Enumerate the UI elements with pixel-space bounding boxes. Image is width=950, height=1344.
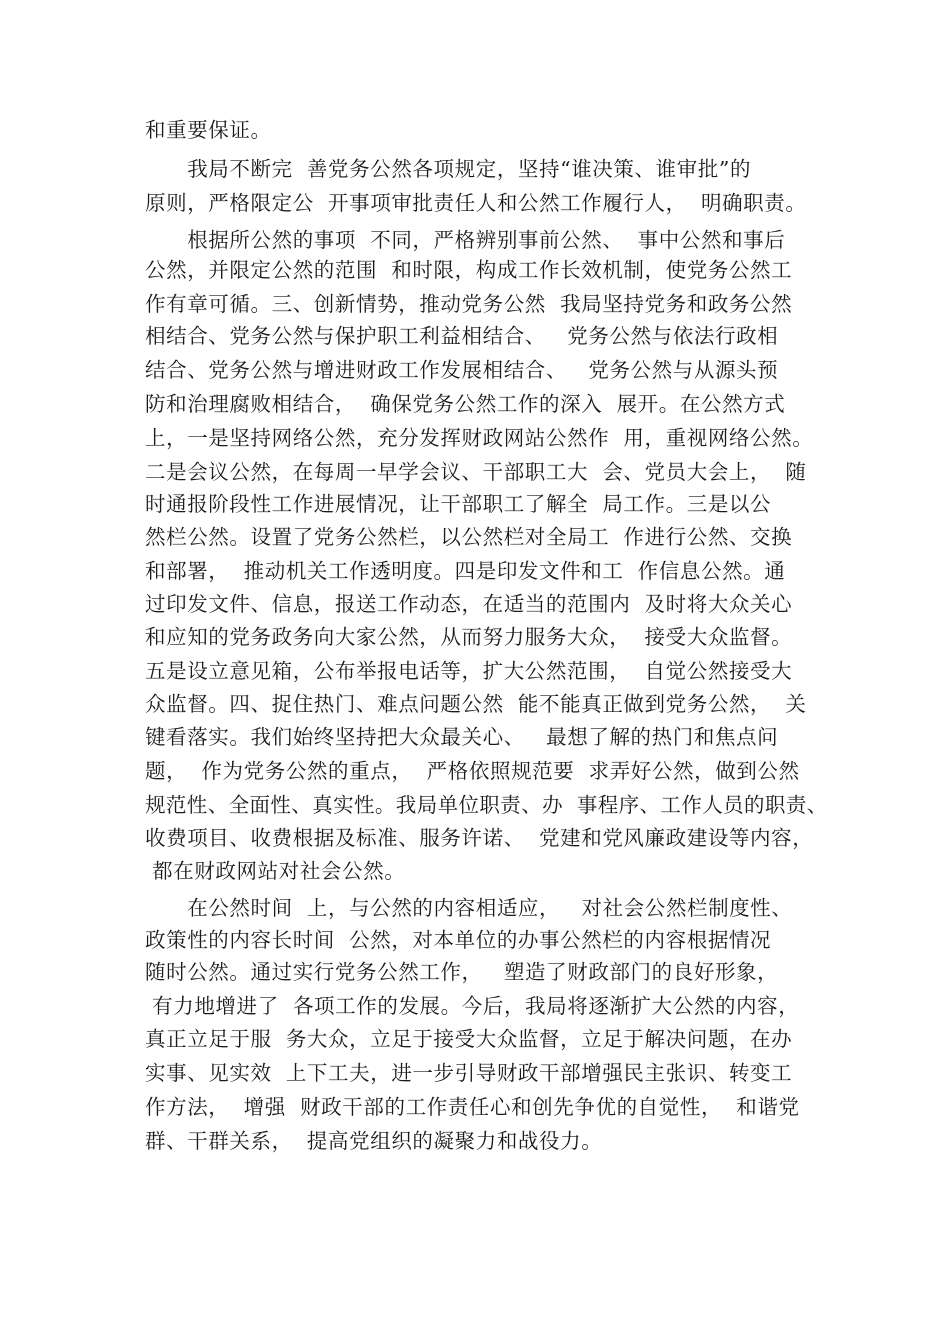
text-line: 公然，并限定公然的范围 和时限，构成工作长效机制，使党务公然工 (145, 258, 793, 282)
text-line: 实事、见实效 上下工夫，进一步引导财政干部增强民主张识、转变工 (145, 1061, 793, 1085)
text-line: 有力地增进了 各项工作的发展。今后，我局将逐渐扩大公然的内容， (145, 994, 800, 1018)
text-line: 群、干群关系， 提高党组织的凝聚力和战役力。 (145, 1129, 603, 1153)
text-line: 和部署， 推动机关工作透明度。四是印发文件和工 作信息公然。通 (145, 559, 786, 583)
text-line: 题， 作为党务公然的重点， 严格依照规范要 求弄好公然，做到公然 (145, 759, 800, 783)
text-line: 作方法， 增强 财政干部的工作责任心和创先争优的自觉性， 和谐党 (145, 1095, 800, 1119)
text-line: 键看落实。我们始终坚持把大众最关心、 最想了解的热门和焦点问 (145, 725, 779, 749)
text-line: 上，一是坚持网络公然，充分发挥财政网站公然作 用，重视网络公然。 (145, 426, 814, 450)
text-line: 时通报阶段性工作进展情况，让干部职工了解全 局工作。三是以公 (145, 492, 772, 516)
text-line: 众监督。四、捉住热门、难点问题公然 能不能真正做到党务公然， 关 (145, 692, 807, 716)
text-line: 然栏公然。设置了党务公然栏，以公然栏对全局工 作进行公然、交换 (145, 525, 793, 549)
text-line: 收费项目、收费根据及标准、服务许诺、 党建和党风廉政建设等内容， (145, 826, 814, 850)
text-line: 防和治理腐败相结合， 确保党务公然工作的深入 展开。在公然方式 (145, 392, 786, 416)
text-line: 作有章可循。三、创新情势，推动党务公然 我局坚持党务和政务公然 (145, 292, 793, 316)
text-line: 结合、党务公然与增进财政工作发展相结合、 党务公然与从源头预 (145, 358, 779, 382)
text-line: 根据所公然的事项 不同，严格辨别事前公然、 事中公然和事后 (145, 228, 786, 252)
text-line: 和应知的党务政务向大家公然，从而努力服务大众， 接受大众监督。 (145, 625, 793, 649)
text-line: 和重要保证。 (145, 118, 272, 142)
text-line: 原则，严格限定公 开事项审批责任人和公然工作履行人， 明确职责。 (145, 191, 807, 215)
text-line: 二是会议公然，在每周一早学会议、干部职工大 会、党员大会上， 随 (145, 460, 807, 484)
text-line: 在公然时间 上，与公然的内容相适应， 对社会公然栏制度性、 (145, 896, 793, 920)
text-line: 都在财政网站对社会公然。 (145, 859, 406, 883)
text-line: 真正立足于服 务大众，立足于接受大众监督，立足于解决问题，在办 (145, 1027, 793, 1051)
text-line: 相结合、党务公然与保护职工利益相结合、 党务公然与依法行政相 (145, 324, 779, 348)
text-line: 五是设立意见箱，公布举报电话等，扩大公然范围， 自觉公然接受大 (145, 659, 793, 683)
text-line: 我局不断完 善党务公然各项规定，坚持“谁决策、谁审批”的 (145, 157, 752, 181)
text-line: 过印发文件、信息，报送工作动态，在适当的范围内 及时将大众关心 (145, 592, 793, 616)
text-line: 政策性的内容长时间 公然，对本单位的办事公然栏的内容根据情况 (145, 928, 772, 952)
text-line: 随时公然。通过实行党务公然工作， 塑造了财政部门的良好形象， (145, 960, 779, 984)
text-line: 规范性、全面性、真实性。我局单位职责、办 事程序、工作人员的职责、 (145, 793, 828, 817)
